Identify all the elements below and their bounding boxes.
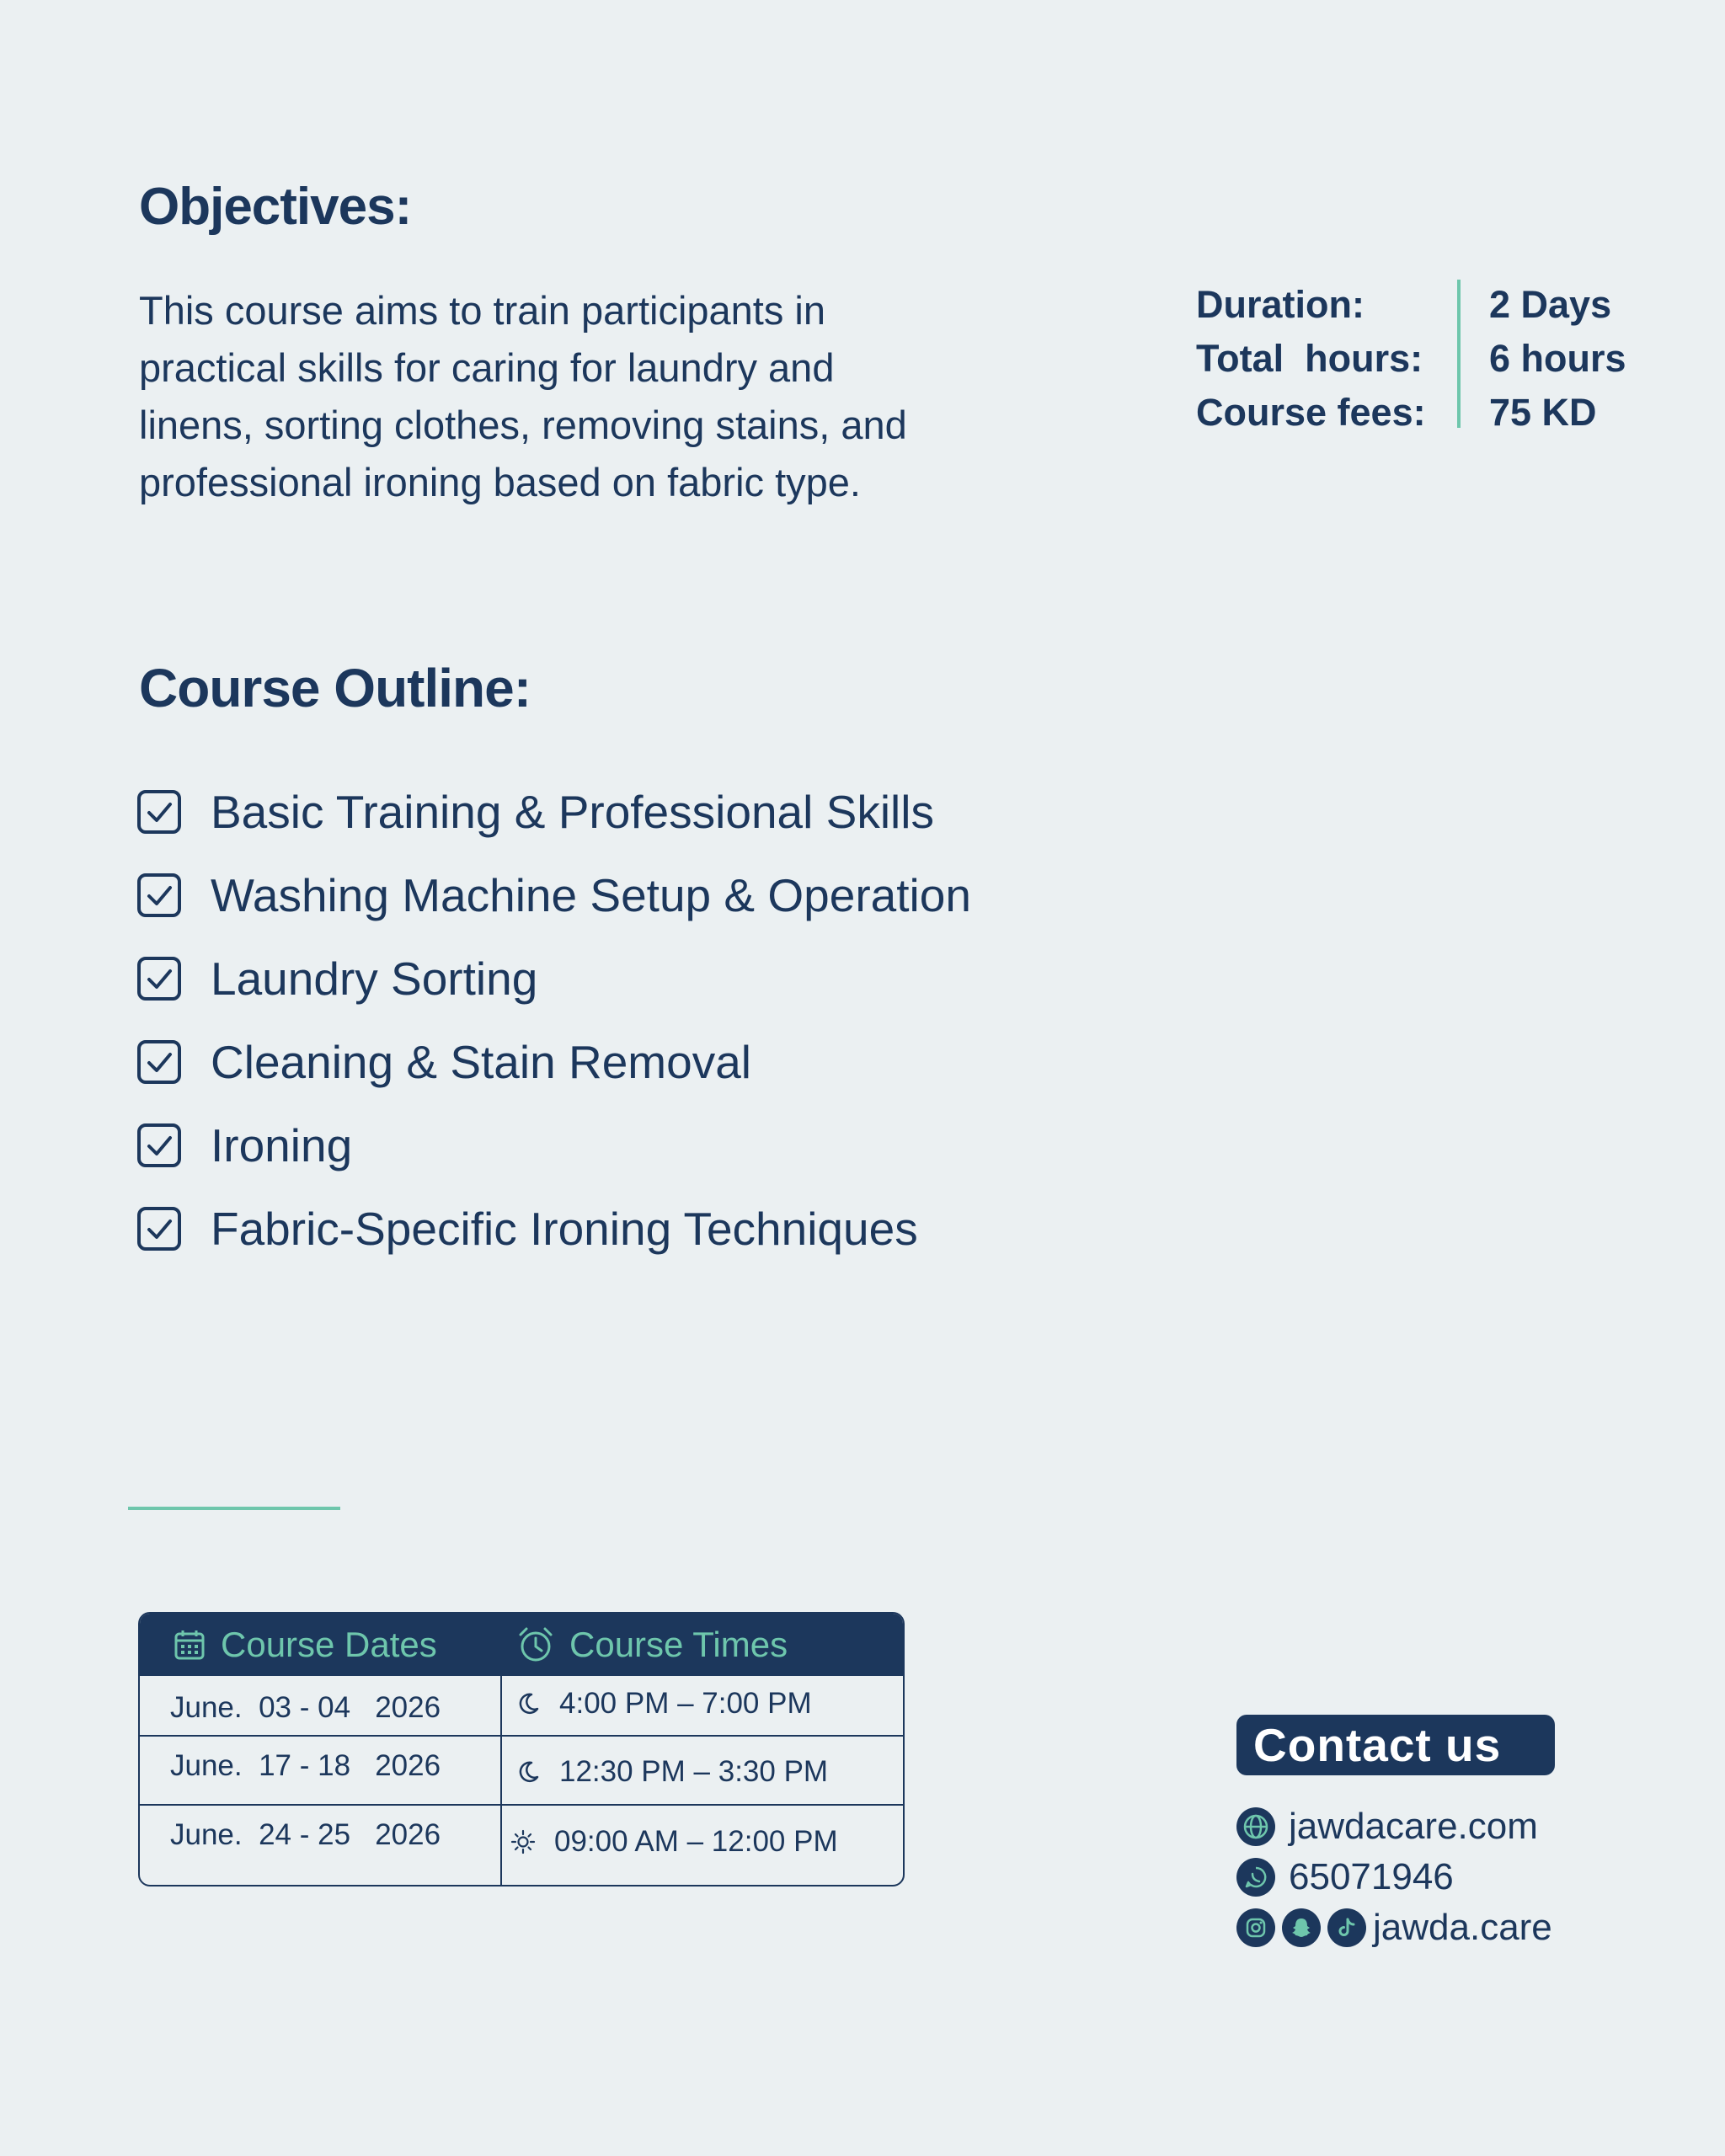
outline-item-label: Laundry Sorting [211, 952, 538, 1005]
moon-icon [515, 1691, 541, 1716]
checkbox-checked-icon [136, 873, 182, 918]
contact-social-handle[interactable]: jawda.care [1373, 1907, 1552, 1948]
whatsapp-icon [1236, 1858, 1275, 1897]
sun-icon [510, 1829, 536, 1854]
table-column-divider [500, 1676, 502, 1886]
course-info [1196, 278, 1668, 434]
outline-item [136, 770, 971, 853]
course-dates-header [174, 1614, 437, 1676]
course-fees-value: 75 KD [1489, 391, 1597, 434]
total-hours-value: 6 hours [1489, 337, 1626, 380]
contact-website-row[interactable] [1236, 1806, 1538, 1848]
contact-phone-row[interactable] [1236, 1856, 1454, 1898]
alarm-clock-icon [517, 1626, 554, 1663]
checkbox-checked-icon [136, 789, 182, 835]
duration-value: 2 Days [1489, 283, 1612, 326]
calendar-icon [174, 1629, 206, 1661]
checkbox-checked-icon [136, 1206, 182, 1251]
checkbox-checked-icon [136, 956, 182, 1001]
outline-item-label: Basic Training & Professional Skills [211, 785, 934, 838]
schedule-date-cell: June. 03 - 04 2026 [170, 1691, 441, 1724]
schedule-date-cell: June. 17 - 18 2026 [170, 1749, 441, 1782]
outline-item-label: Cleaning & Stain Removal [211, 1035, 752, 1088]
accent-divider [128, 1507, 340, 1510]
contact-phone-number[interactable]: 65071946 [1289, 1856, 1454, 1897]
snapchat-icon[interactable] [1282, 1908, 1321, 1947]
objectives-heading: Objectives: [139, 178, 412, 236]
course-times-header-label: Course Times [569, 1625, 788, 1664]
schedule-time-cell [510, 1809, 838, 1875]
outline-item-label: Ironing [211, 1118, 353, 1171]
table-row-divider [140, 1735, 903, 1737]
outline-item [136, 853, 971, 937]
instagram-icon[interactable] [1236, 1908, 1275, 1947]
outline-item [136, 1020, 971, 1103]
course-outline-list [136, 770, 971, 1270]
course-info-labels [1196, 278, 1426, 440]
schedule-time-label: 4:00 PM – 7:00 PM [559, 1687, 812, 1720]
schedule-time-cell [515, 1740, 828, 1804]
schedule-time-label: 09:00 AM – 12:00 PM [554, 1825, 838, 1858]
outline-item [136, 1103, 971, 1187]
total-hours-label: Total hours: [1196, 337, 1423, 380]
contact-social-row[interactable] [1236, 1907, 1552, 1949]
course-info-divider [1457, 280, 1461, 428]
checkbox-checked-icon [136, 1039, 182, 1085]
duration-label: Duration: [1196, 283, 1365, 326]
outline-item [136, 1187, 971, 1270]
table-row-divider [140, 1804, 903, 1806]
schedule-table [138, 1612, 905, 1886]
objectives-text: This course aims to train participants in practical skills for caring for laundry and linens, sorting clothes, removing stains, and professional ironing based on fabric type. [139, 288, 907, 504]
contact-website-link[interactable]: jawdacare.com [1289, 1806, 1538, 1847]
globe-icon [1236, 1807, 1275, 1846]
contact-us-badge: Contact us [1236, 1715, 1555, 1775]
course-info-values [1489, 278, 1626, 440]
schedule-time-label: 12:30 PM – 3:30 PM [559, 1755, 829, 1788]
tiktok-icon[interactable] [1327, 1908, 1366, 1947]
course-fees-label: Course fees: [1196, 391, 1426, 434]
schedule-time-cell [515, 1676, 812, 1732]
course-dates-header-label: Course Dates [221, 1625, 437, 1664]
schedule-table-header [140, 1614, 903, 1676]
outline-item [136, 937, 971, 1020]
moon-icon [515, 1759, 541, 1785]
course-times-header [517, 1614, 788, 1676]
outline-item-label: Washing Machine Setup & Operation [211, 868, 971, 921]
outline-item-label: Fabric-Specific Ironing Techniques [211, 1202, 918, 1255]
schedule-date-cell: June. 24 - 25 2026 [170, 1818, 441, 1851]
course-outline-heading: Course Outline: [139, 658, 531, 718]
checkbox-checked-icon [136, 1123, 182, 1168]
